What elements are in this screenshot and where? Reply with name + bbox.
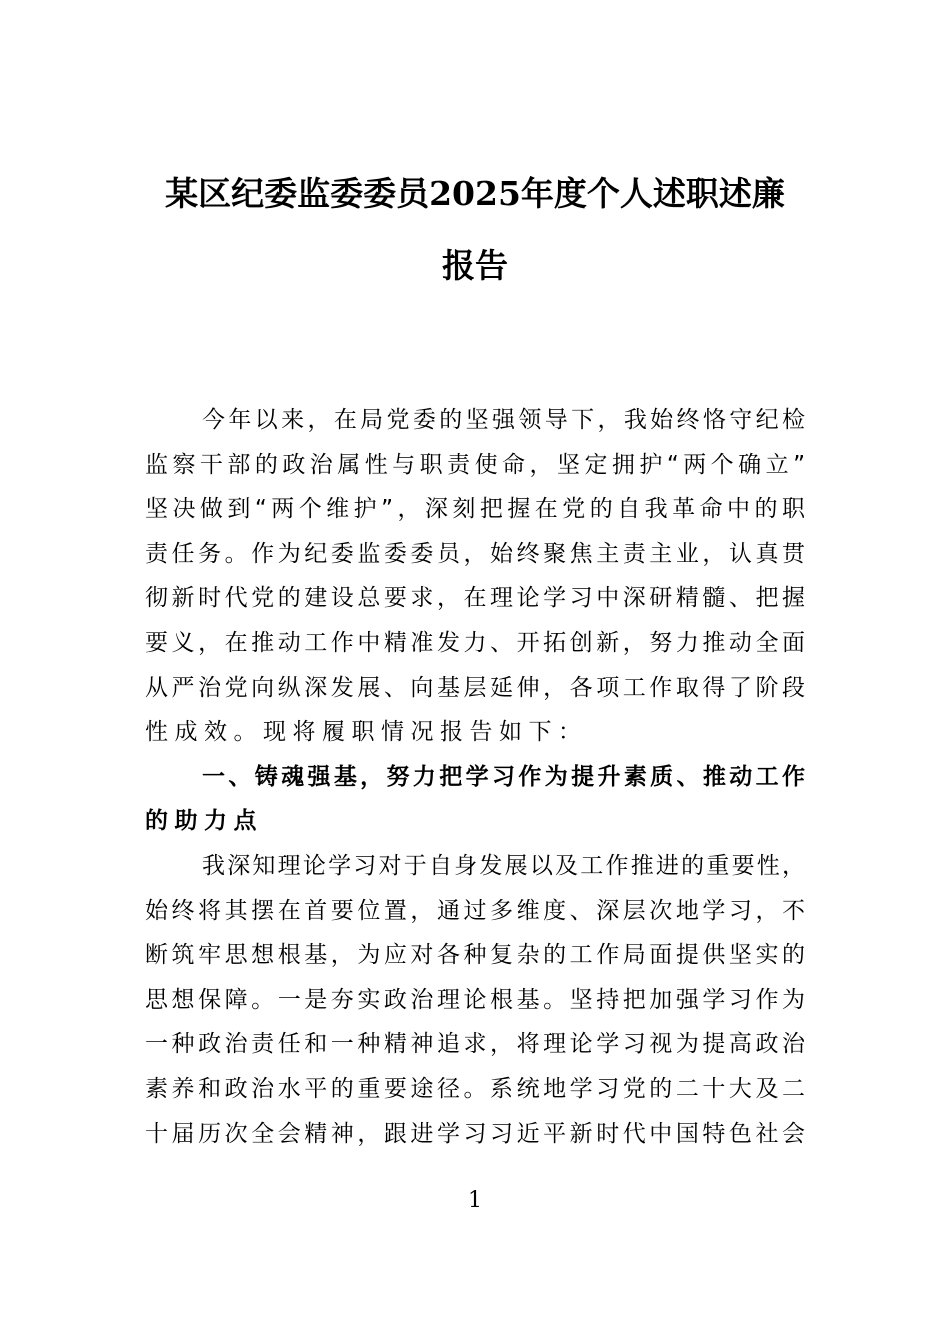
text-line: 责任务。作为纪委监委委员，始终聚焦主责主业，认真贯 [145,540,805,567]
text-line: 素养和政治水平的重要途径。系统地学习党的二十大及二 [145,1075,805,1102]
text-line: 今年以来，在局党委的坚强领导下，我始终恪守纪检 [202,407,805,433]
text-line: 断筑牢思想根基，为应对各种复杂的工作局面提供坚实的 [145,942,805,969]
body-paragraph [145,844,805,1156]
text-line: 思想保障。一是夯实政治理论根基。坚持把加强学习作为 [145,986,805,1013]
section-heading [145,755,805,844]
text-line: 我深知理论学习对于自身发展以及工作推进的重要性， [202,852,805,879]
text-line: 监察干部的政治属性与职责使命，坚定拥护“两个确立” [145,451,805,478]
text-line: 一、铸魂强基，努力把学习作为提升素质、推动工作 [202,763,805,790]
page-number: 1 [468,1188,482,1213]
document-body [145,398,805,1156]
text-line: 坚决做到“两个维护”，深刻把握在党的自我革命中的职 [145,496,805,523]
text-line: 从严治党向纵深发展、向基层延伸，各项工作取得了阶段 [145,674,805,701]
text-line: 性成效。现将履职情况报告如下： [145,719,588,746]
body-paragraph [145,398,805,755]
text-line: 要义，在推动工作中精准发力、开拓创新，努力推动全面 [145,629,805,656]
text-line: 的助力点 [145,808,263,835]
document-title-line-1: 某区纪委监委委员2025年度个人述职述廉 [165,174,785,213]
text-line: 一种政治责任和一种精神追求，将理论学习视为提高政治 [145,1031,805,1058]
text-line: 十届历次全会精神，跟进学习习近平新时代中国特色社会 [145,1120,805,1147]
text-line: 始终将其摆在首要位置，通过多维度、深层次地学习，不 [145,897,805,924]
text-line: 彻新时代党的建设总要求，在理论学习中深研精髓、把握 [145,585,805,612]
document-title-line-2: 报告 [442,246,508,285]
